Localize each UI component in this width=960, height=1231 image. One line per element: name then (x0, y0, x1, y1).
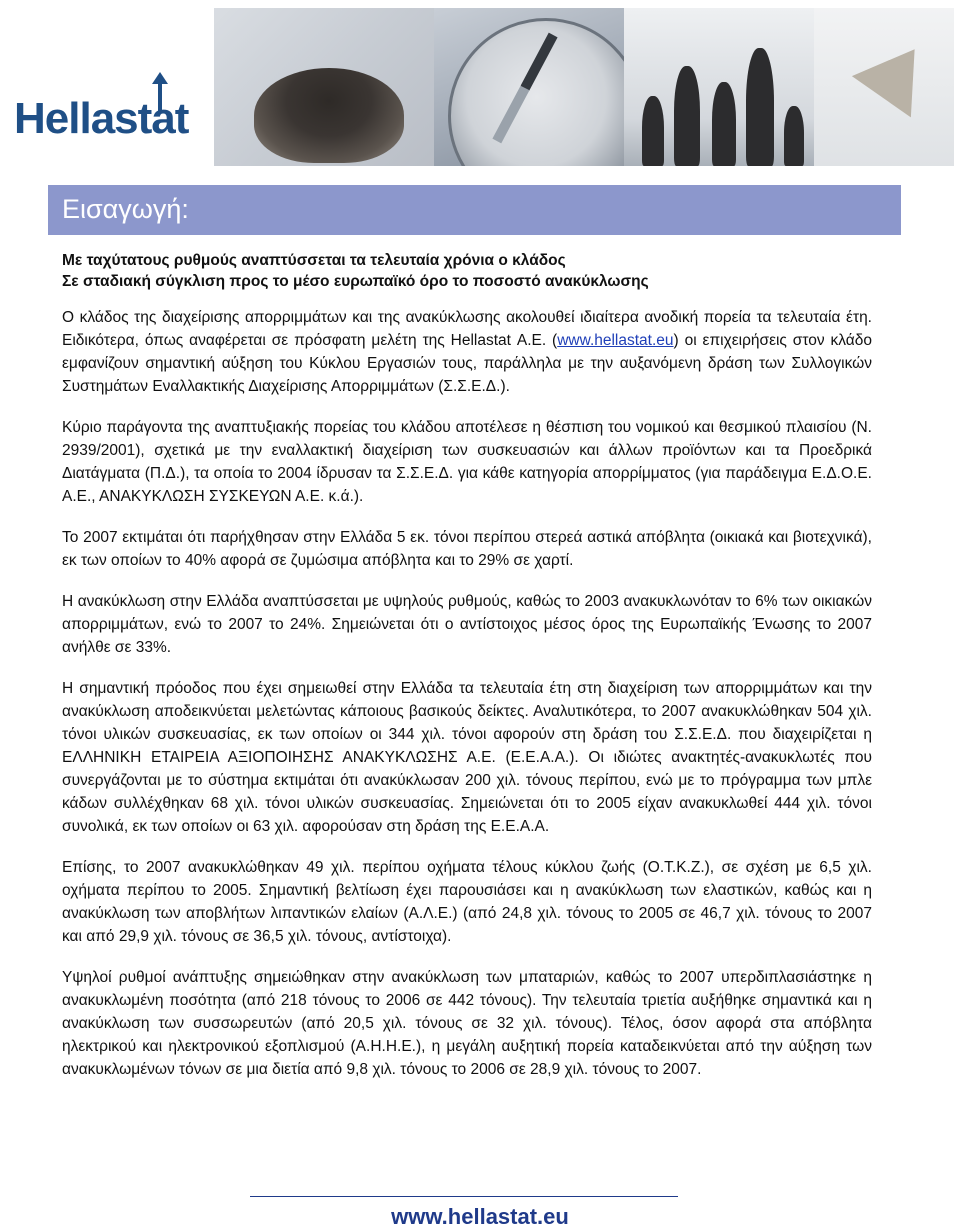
paragraph-1-end: ) οι επιχειρήσεις στον κλάδο εμφανίζουν σημαντική αύξηση του Κύκλου Εργασιών τους, παράλληλα με την αυξανόμενη δράση των Συλλογικών Συστημάτων Εναλλακτικής Διαχείρισης Απορριμμάτων (Σ.Σ.Ε.Δ.). (62, 332, 872, 395)
chess-pieces-image (624, 8, 814, 166)
footer-divider (250, 1196, 678, 1197)
paragraph-6: Επίσης, το 2007 ανακυκλώθηκαν 49 χιλ. περίπου οχήματα τέλους κύκλου ζωής (Ο.Τ.Κ.Ζ.), σε σχέση με 6,5 χιλ. οχήματα περίπου το 2005. Σημαντική βελτίωση έχει παρουσιάσει και η ανακύκλωση των ελαστικών, καθώς και η ανακύκλωση των αποβλήτων λιπαντικών ελαίων (Α.Λ.Ε.) (από 24,8 χιλ. τόνους το 2005 σε 46,7 χιλ. τόνους το 2007 και από 29,9 χιλ. τόνους σε 36,5 χιλ. τόνους, αντίστοιχα). (62, 859, 872, 945)
paragraph-1-start: Ο κλάδος της διαχείρισης απορριμμάτων και της ανακύκλωσης ακολουθεί ιδιαίτερα ανοδική πορεία τα τελευταία έτη. Ειδικότερα, όπως αναφέρεται σε πρόσφατη μελέτη της Hellastat Α.Ε. ( (62, 309, 872, 349)
lead-line-2: Σε σταδιακή σύγκλιση προς το μέσο ευρωπαϊκό όρο το ποσοστό ανακύκλωσης (62, 273, 649, 290)
header-photo-strip (214, 8, 954, 166)
compass-image (434, 8, 624, 166)
lead-heading (62, 250, 872, 292)
page-header (0, 0, 960, 170)
paragraph-3: Το 2007 εκτιμάται ότι παρήχθησαν στην Ελλάδα 5 εκ. τόνοι περίπου στερεά αστικά απόβλητα (οικιακά και βιοτεχνικά), εκ των οποίων το 40% αφορά σε ζυμώσιμα απόβλητα και το 29% σε χαρτί. (62, 529, 872, 569)
paragraph-5: Η σημαντική πρόοδος που έχει σημειωθεί στην Ελλάδα τα τελευταία έτη στη διαχείριση των απορριμμάτων και την ανακύκλωση αποδεικνύεται μελετώντας κάποιους βασικούς δείκτες. Αναλυτικότερα, το 2007 ανακυκλώθηκαν 504 χιλ. τόνοι υλικών συσκευασίας, εκ των οποίων οι 344 χιλ. τόνοι αφορούν στη δράση του Σ.Σ.Ε.Δ. που διαχειρίζεται η ΕΛΛΗΝΙΚΗ ΕΤΑΙΡΕΙΑ ΑΞΙΟΠΟΙΗΣΗΣ ΑΝΑΚΥΚΛΩΣΗΣ Α.Ε. (Ε.Ε.Α.Α.). Οι ιδιώτες ανακτητές-ανακυκλωτές που συνεργάζονται με το σύστημα εκτιμάται ότι ανακύκλωσαν 200 χιλ. τόνους περίπου, ενώ με το πρόγραμμα των μπλε κάδων συλλέχθηκαν 68 χιλ. τόνοι υλικών συσκευασίας. Σημειώνεται ότι το 2005 είχαν ανακυκλωθεί 444 χιλ. τόνοι συνολικά, εκ των οποίων οι 63 χιλ. αφορούσαν στη δράση της Ε.Ε.Α.Α. (62, 680, 872, 835)
article-body (62, 250, 872, 1099)
logo-text: Hellastat (14, 94, 189, 143)
section-title-bar (48, 185, 901, 235)
hands-with-soil-image (214, 8, 434, 166)
paper-plane-image (814, 8, 954, 166)
paragraph-2: Κύριο παράγοντα της αναπτυξιακής πορείας του κλάδου αποτέλεσε η θέσπιση του νομικού και θεσμικού πλαισίου (Ν. 2939/2001), σχετικά με την εναλλακτική διαχείριση των συσκευασιών και άλλων προϊόντων και τα Προεδρικά Διατάγματα (Π.Δ.), τα οποία το 2004 ίδρυσαν τα Σ.Σ.Ε.Δ. για κάθε κατηγορία απορρίμματος (για παράδειγμα Ε.Δ.Ο.Ε. Α.Ε., ΑΝΑΚΥΚΛΩΣΗ ΣΥΣΚΕΥΩΝ Α.Ε. κ.ά.). (62, 419, 872, 505)
paragraph-1 (62, 306, 872, 398)
section-title: Εισαγωγή: (62, 194, 189, 224)
footer-url[interactable]: www.hellastat.eu (391, 1204, 569, 1229)
paragraph-4: Η ανακύκλωση στην Ελλάδα αναπτύσσεται με υψηλούς ρυθμούς, καθώς το 2003 ανακυκλωνόταν το 6% των οικιακών απορριμμάτων, ενώ το 2007 το 24%. Σημειώνεται ότι ο αντίστοιχος μέσος όρος της Ευρωπαϊκής Ένωσης το 2007 ανήλθε σε 33%. (62, 593, 872, 656)
hellastat-link[interactable]: www.hellastat.eu (557, 332, 674, 349)
hellastat-logo[interactable] (14, 72, 204, 152)
paragraph-7: Υψηλοί ρυθμοί ανάπτυξης σημειώθηκαν στην ανακύκλωση των μπαταριών, καθώς το 2007 υπερδιπλασιάστηκε η ανακυκλωμένη ποσότητα (από 218 τόνους το 2006 σε 442 τόνους). Την τελευταία τριετία αυξήθηκε σημαντικά και η ανακύκλωση των συσσωρευτών (από 20,5 χιλ. τόνους σε 32 χιλ. τόνους). Τέλος, όσον αφορά στα απόβλητα ηλεκτρικού και ηλεκτρονικού εξοπλισμού (Α.Η.Η.Ε.), η μεγάλη αυξητική πορεία καταδεικνύεται από την αύξηση των ανακυκλωμένων τόνων σε μια διετία από 9,8 χιλ. τόνους το 2006 σε 28,9 χιλ. τόνους το 2007. (62, 969, 872, 1078)
lead-line-1: Με ταχύτατους ρυθμούς αναπτύσσεται τα τελευταία χρόνια ο κλάδος (62, 252, 566, 269)
